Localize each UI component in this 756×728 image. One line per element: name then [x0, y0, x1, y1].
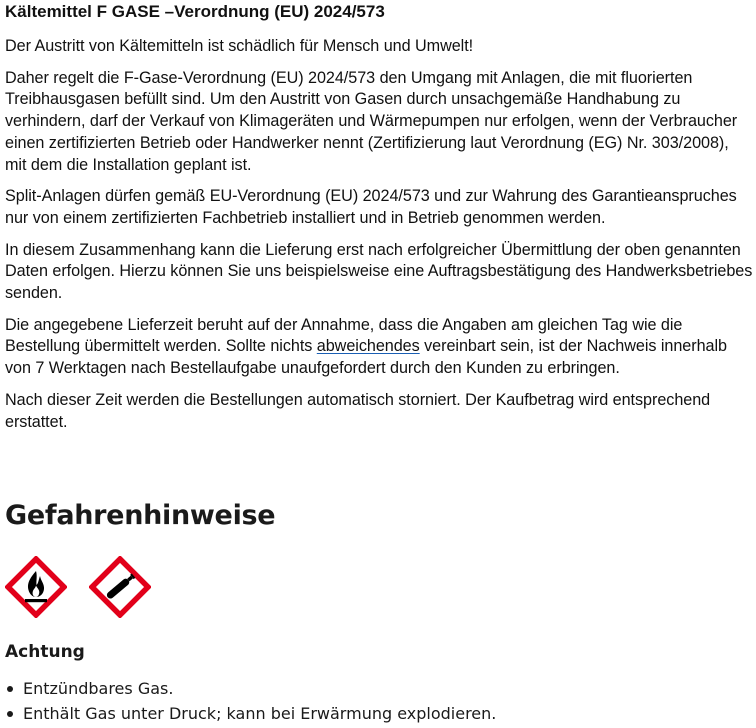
document-body	[5, 0, 753, 723]
paragraph-warning: Der Austritt von Kältemitteln ist schädlich für Mensch und Umwelt!	[5, 37, 474, 55]
flame-pictogram-icon	[5, 556, 67, 618]
hazards-heading: Gefahrenhinweise	[5, 500, 276, 531]
hazard-statement: Entzündbares Gas.	[5, 676, 496, 701]
gas-cylinder-pictogram-icon	[89, 556, 151, 618]
hazard-pictograms	[5, 556, 151, 618]
paragraph-delivery-condition: In diesem Zusammenhang kann die Lieferung erst nach erfolgreicher Übermittlung der oben genannten Daten erfolgen. Hierzu können Sie uns beispielsweise eine Auftragsbestätigung des Handwerksbetriebes senden.	[5, 240, 753, 303]
document-title: Kältemittel F GASE –Verordnung (EU) 2024/573	[5, 2, 385, 21]
paragraph-regulation: Daher regelt die F-Gase-Verordnung (EU) 2024/573 den Umgang mit Anlagen, die mit fluorierten Treibhausgasen befüllt sind. Um den Austritt von Gasen durch unsachgemäße Handhabung zu verhindern, darf der Verkauf von Klimageräten und Wärmepumpen nur erfolgen, wenn der Verbraucher einen zertifizierten Betrieb oder Handwerker nennt (Zertifizierung laut Verordnung (EG) Nr. 303/2008), mit dem die Installation geplant ist.	[5, 68, 738, 174]
delivery-text-before: Die angegebene Lieferzeit beruht auf der Annahme, dass die Angaben am gleichen Tag wie die Bestellung übermittelt werden. Sollte nichts	[5, 315, 683, 356]
hazard-statement: Enthält Gas unter Druck; kann bei Erwärmung explodieren.	[5, 701, 496, 726]
paragraph-split-units: Split-Anlagen dürfen gemäß EU-Verordnung (EU) 2024/573 und zur Wahrung des Garantieanspruches nur von einem zertifizierten Fachbetrieb installiert und in Betrieb genommen werden.	[5, 187, 737, 227]
signal-word: Achtung	[5, 642, 85, 662]
hazard-statements-list	[5, 676, 496, 726]
paragraph-cancellation: Nach dieser Zeit werden die Bestellungen automatisch storniert. Der Kaufbetrag wird entsprechend erstattet.	[5, 390, 711, 431]
paragraph-delivery-time	[5, 315, 753, 380]
delivery-text-after: vereinbart sein, ist der Nachweis innerhalb von 7 Werktagen nach Bestellaufgabe unaufgefordert durch den Kunden zu erbringen.	[5, 337, 728, 378]
underlined-word: abweichendes	[316, 337, 420, 356]
